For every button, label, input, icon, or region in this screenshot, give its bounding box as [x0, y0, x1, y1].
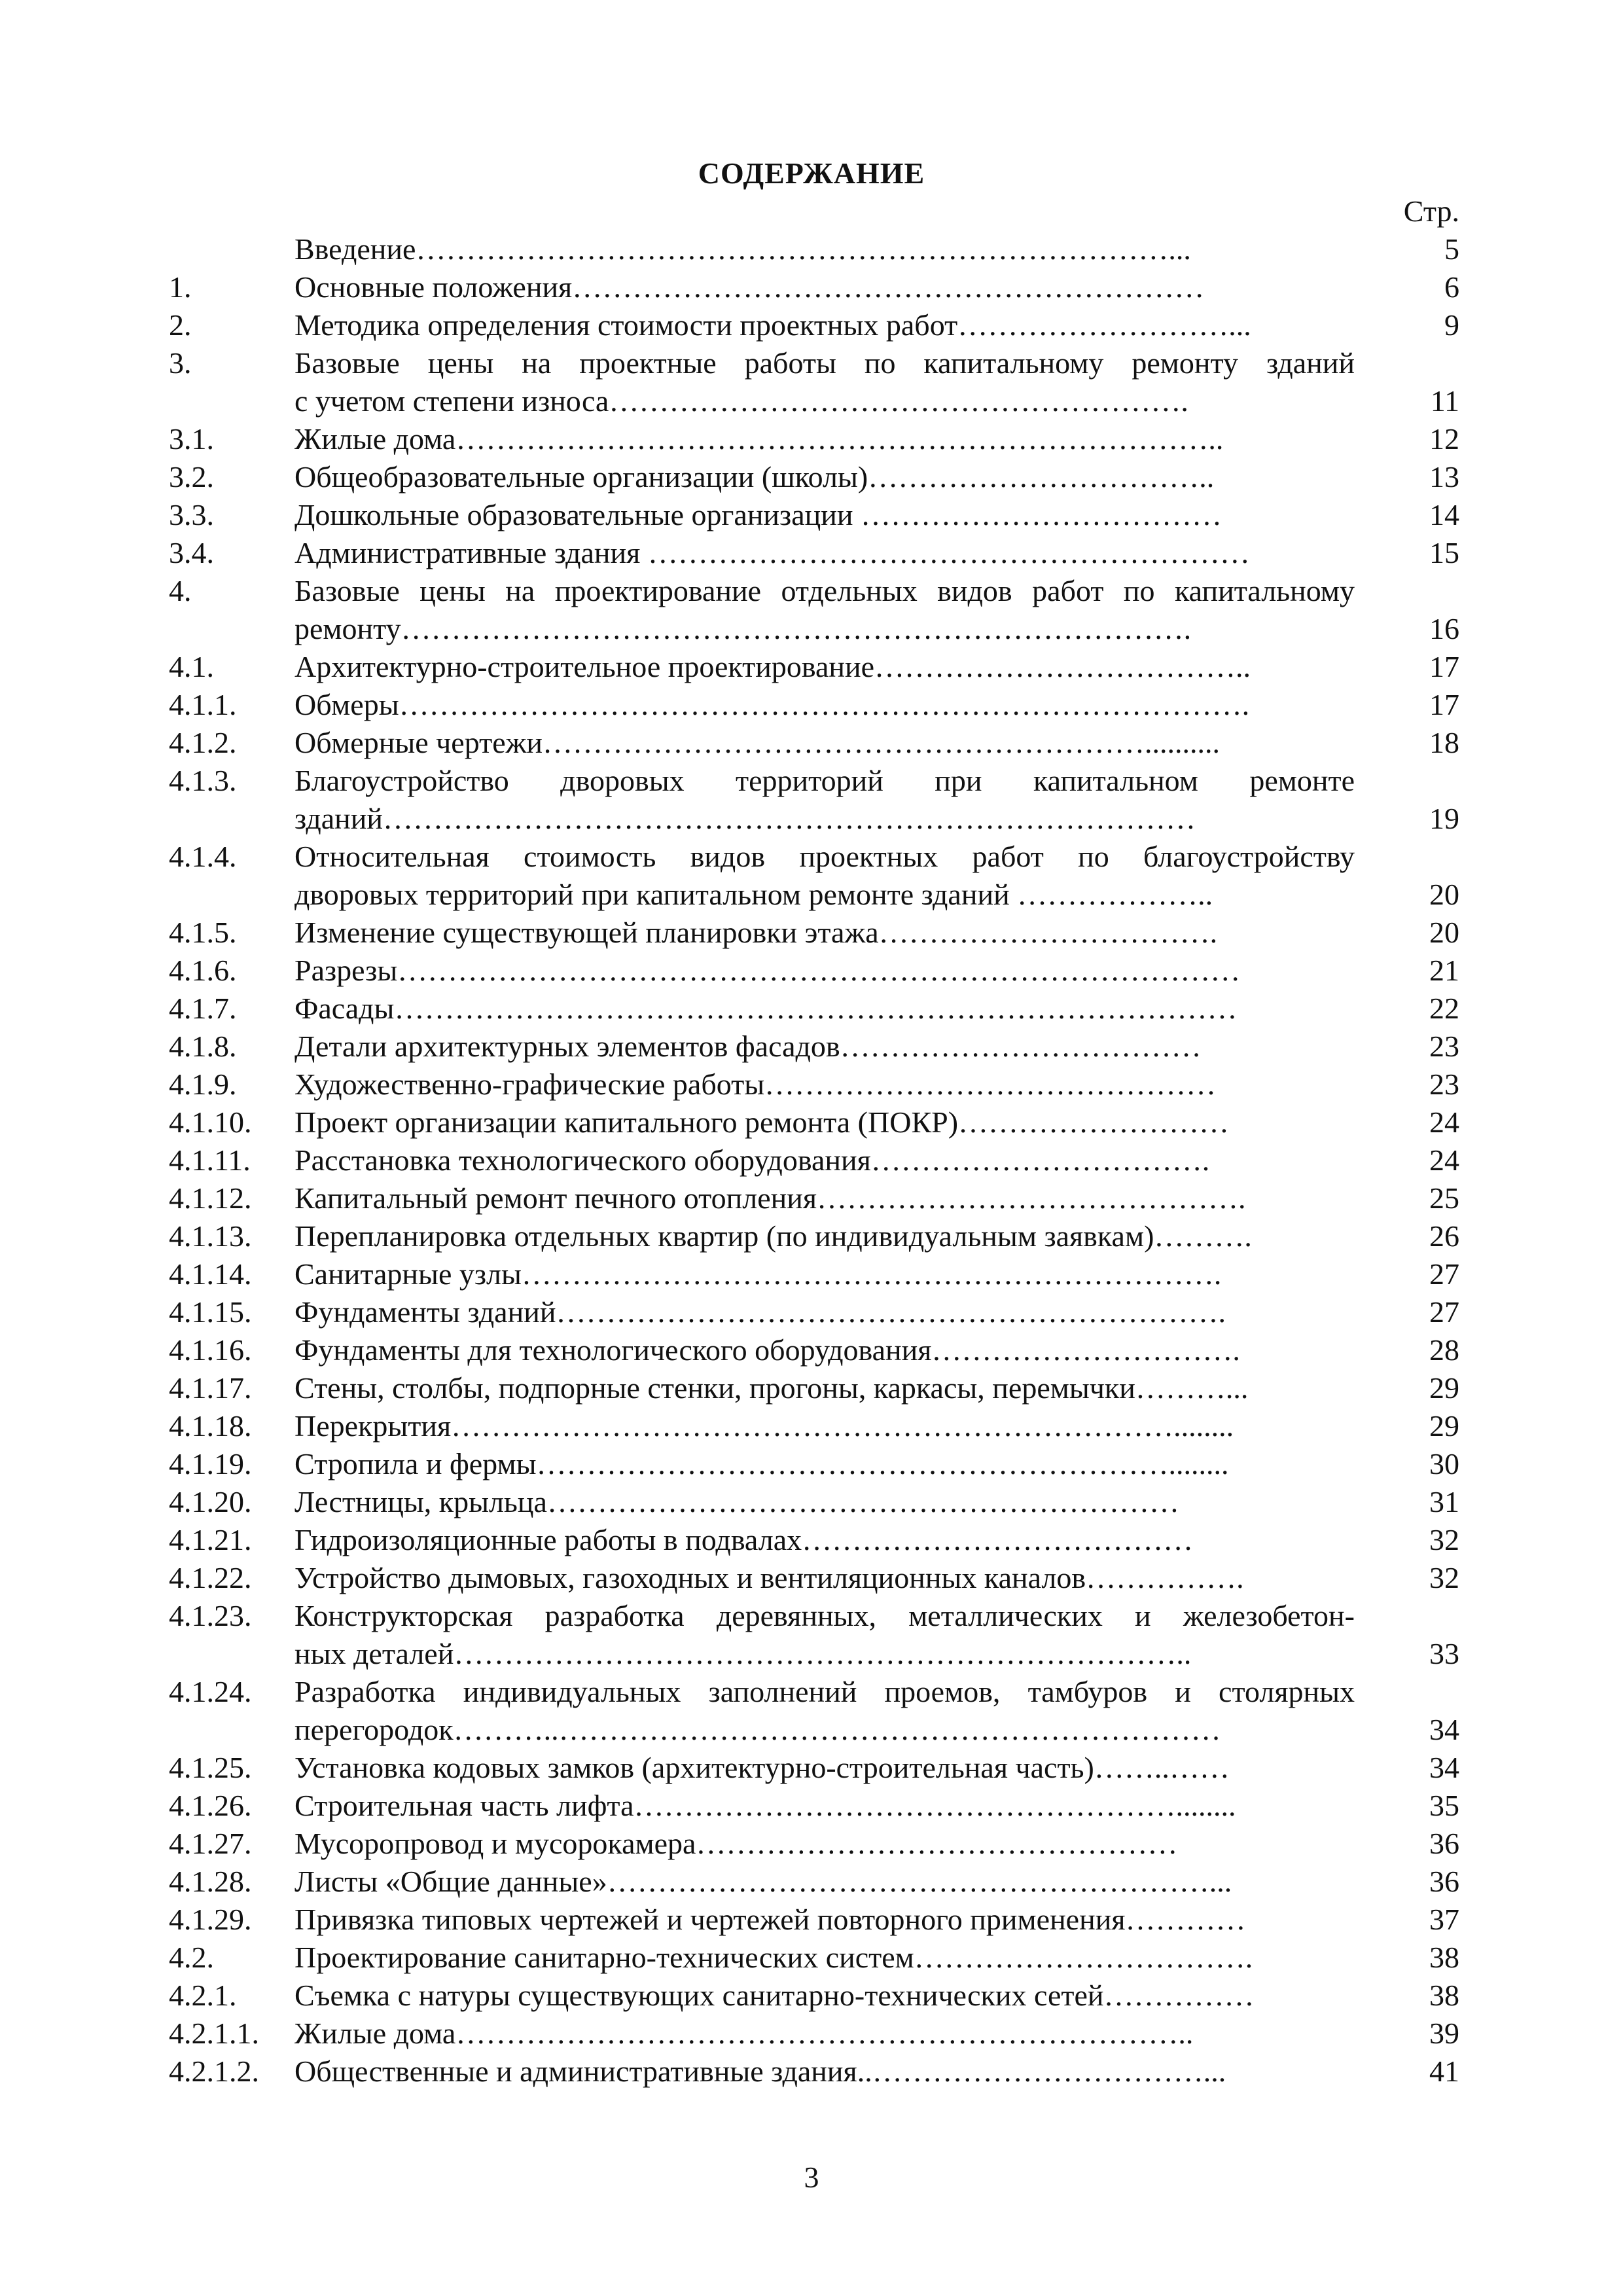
toc-entry-title	[294, 724, 1355, 762]
toc-entry-page: 15	[1429, 536, 1459, 569]
toc-entry-title-line: Разрезы…………………………………………………………………………	[294, 954, 1241, 987]
toc-entry-title-line: Базовые цены на проектирование отдельных видов работ по капитальному	[294, 574, 1355, 607]
toc-entry-number: 4.2.1.2.	[169, 2054, 259, 2088]
toc-entry	[0, 268, 1623, 306]
toc-entry-page: 30	[1429, 1447, 1459, 1480]
toc-entry-number: 3.1.	[169, 422, 214, 456]
toc-entry-title-line: Проектирование санитарно-технических систем…………………………….	[294, 1941, 1253, 1974]
toc-entry	[0, 306, 1623, 344]
toc-entry-number: 4.1.8.	[169, 1030, 237, 1063]
toc-entry	[0, 1901, 1623, 1939]
toc-entry-title-line: Детали архитектурных элементов фасадов………………………………	[294, 1030, 1202, 1063]
toc-entry	[0, 2015, 1623, 2053]
toc-entry-page: 23	[1429, 1067, 1459, 1101]
toc-entry-page: 9	[1444, 308, 1459, 342]
toc-entry-title	[294, 1331, 1355, 1369]
toc-entry-title-line: Относительная стоимость видов проектных работ по благоустройству	[294, 840, 1355, 873]
toc-entry	[0, 1369, 1623, 1407]
toc-entry-title	[294, 762, 1355, 838]
toc-entry-page: 27	[1429, 1295, 1459, 1329]
toc-entry	[0, 2053, 1623, 2090]
toc-entry	[0, 1939, 1623, 1977]
toc-entry-title	[294, 2053, 1355, 2090]
toc-entry-number: 4.1.18.	[169, 1409, 252, 1443]
toc-entry	[0, 420, 1623, 458]
toc-entry-title-line: Привязка типовых чертежей и чертежей повторного применения…………	[294, 1903, 1246, 1936]
toc-entry-title	[294, 1559, 1355, 1597]
toc-entry-title	[294, 1103, 1355, 1141]
toc-entry-page: 22	[1429, 992, 1459, 1025]
toc-entry-number: 4.1.25.	[169, 1751, 252, 1784]
toc-entry-page: 6	[1444, 270, 1459, 304]
toc-entry-title-line: Введение…………………………………………………………………...	[294, 232, 1191, 266]
toc-entry-title	[294, 1066, 1355, 1103]
toc-entry-number: 4.1.11.	[169, 1143, 251, 1177]
toc-entry	[0, 572, 1623, 648]
toc-entry-page: 25	[1429, 1181, 1459, 1215]
toc-entry	[0, 1293, 1623, 1331]
toc-entry-page: 32	[1429, 1523, 1459, 1556]
toc-entry	[0, 1255, 1623, 1293]
toc-entry-number: 3.4.	[169, 536, 214, 569]
toc-entry-title-line: перегородок………..…………………………………………………………	[294, 1713, 1221, 1746]
toc-entry-title-line: Проект организации капитального ремонта (ПОКР)………………………	[294, 1105, 1230, 1139]
toc-entry	[0, 838, 1623, 914]
toc-entry-page: 20	[1429, 878, 1459, 911]
toc-entry-number: 4.1.24.	[169, 1675, 252, 1708]
toc-entry-title-line: с учетом степени износа………………………………………………….	[294, 384, 1188, 418]
toc-entry-title	[294, 838, 1355, 914]
toc-entry-page: 36	[1429, 1827, 1459, 1860]
toc-entry-title-line: Базовые цены на проектные работы по капитальному ремонту зданий	[294, 346, 1355, 380]
toc-entry-title	[294, 1825, 1355, 1863]
toc-entry	[0, 1028, 1623, 1066]
toc-entry	[0, 344, 1623, 420]
toc-entry-title-line: Благоустройство дворовых территорий при капитальном ремонте	[294, 764, 1355, 797]
toc-entry-title-line: Методика определения стоимости проектных работ………………………...	[294, 308, 1251, 342]
toc-entry-number: 4.1.10.	[169, 1105, 252, 1139]
toc-entry-title	[294, 990, 1355, 1028]
toc-entry-title-line: Установка кодовых замков (архитектурно-строительная часть)……..……	[294, 1751, 1230, 1784]
toc-entry-page: 17	[1429, 650, 1459, 683]
toc-entry-title	[294, 344, 1355, 420]
page-number: 3	[804, 2161, 819, 2194]
toc-entry-number: 4.1.15.	[169, 1295, 252, 1329]
toc-entry-page: 14	[1429, 498, 1459, 531]
toc-entry-title-line: Разработка индивидуальных заполнений проемов, тамбуров и столярных	[294, 1675, 1355, 1708]
toc-entry-number: 3.3.	[169, 498, 214, 531]
toc-entry-title-line: Общественные и административные здания..……………………………...	[294, 2054, 1226, 2088]
toc-entry-page: 23	[1429, 1030, 1459, 1063]
toc-entry-title	[294, 1597, 1355, 1673]
toc-entry-title	[294, 268, 1355, 306]
toc-entry-number: 4.1.20.	[169, 1485, 252, 1518]
toc-entry-title-line: Конструкторская разработка деревянных, металлических и железобетон-	[294, 1599, 1355, 1632]
toc-entry-title-line: Перепланировка отдельных квартир (по индивидуальным заявкам)……….	[294, 1219, 1252, 1253]
toc-entry-page: 18	[1429, 726, 1459, 759]
toc-entry	[0, 1483, 1623, 1521]
toc-entry-title-line: Основные положения………………………………………………………	[294, 270, 1205, 304]
toc-entry-number: 4.1.19.	[169, 1447, 252, 1480]
toc-entry-title	[294, 496, 1355, 534]
toc-entry-title	[294, 1521, 1355, 1559]
toc-entry	[0, 496, 1623, 534]
toc-entry-page: 29	[1429, 1409, 1459, 1443]
toc-entry-title	[294, 1179, 1355, 1217]
toc-entry	[0, 1559, 1623, 1597]
toc-entry-page: 33	[1429, 1637, 1459, 1670]
toc-entry-title	[294, 686, 1355, 724]
toc-entry-title	[294, 1293, 1355, 1331]
toc-entry	[0, 458, 1623, 496]
toc-entry	[0, 686, 1623, 724]
toc-entry-title	[294, 1445, 1355, 1483]
toc-entry-number: 4.1.28.	[169, 1865, 252, 1898]
toc-entry	[0, 1103, 1623, 1141]
toc-entry-page: 31	[1429, 1485, 1459, 1518]
toc-entry-title	[294, 1369, 1355, 1407]
toc-entry-number: 3.2.	[169, 460, 214, 493]
toc-entry-title-line: Санитарные узлы…………………………………………………………….	[294, 1257, 1222, 1291]
toc-entry-title-line: зданий………………………………………………………………………	[294, 802, 1196, 835]
toc-entry-title	[294, 1217, 1355, 1255]
toc-entry-number: 4.1.12.	[169, 1181, 252, 1215]
toc-entry-title-line: Капитальный ремонт печного отопления…………………………………….	[294, 1181, 1246, 1215]
page-column-header: Стр.	[1403, 194, 1459, 228]
toc-entry-page: 5	[1444, 232, 1459, 266]
toc-entry-title-line: ремонту…………………………………………………………………….	[294, 612, 1192, 645]
toc-entry-title	[294, 1787, 1355, 1825]
toc-entry-number: 4.2.1.1.	[169, 2017, 259, 2050]
toc-entry-page: 24	[1429, 1105, 1459, 1139]
toc-entry-title-line: Жилые дома………………………………………………………………..	[294, 2017, 1194, 2050]
toc-entry	[0, 648, 1623, 686]
toc-entry-title	[294, 306, 1355, 344]
toc-entry-page: 38	[1429, 1941, 1459, 1974]
toc-entry-page: 37	[1429, 1903, 1459, 1936]
toc-entry	[0, 1179, 1623, 1217]
toc-entry-title	[294, 572, 1355, 648]
toc-entry-title	[294, 1901, 1355, 1939]
toc-entry	[0, 1749, 1623, 1787]
toc-entry	[0, 990, 1623, 1028]
toc-entry-page: 26	[1429, 1219, 1459, 1253]
toc-entry-title-line: Фундаменты для технологического оборудования………………………….	[294, 1333, 1240, 1367]
toc-entry-page: 11	[1430, 384, 1459, 418]
toc-entry-title	[294, 952, 1355, 990]
toc-entry-page: 27	[1429, 1257, 1459, 1291]
toc-entry-number: 4.1.4.	[169, 840, 237, 873]
toc-entry-title-line: Жилые дома…………………………………………………………………..	[294, 422, 1224, 456]
toc-entry-title-line: Гидроизоляционные работы в подвалах…………………………………	[294, 1523, 1194, 1556]
toc-entry-title-line: Устройство дымовых, газоходных и вентиляционных каналов…………….	[294, 1561, 1244, 1594]
toc-entry	[0, 1673, 1623, 1749]
toc-entry	[0, 1331, 1623, 1369]
toc-entry-number: 4.1.22.	[169, 1561, 252, 1594]
toc-entry-number: 1.	[169, 270, 192, 304]
toc-entry-title-line: дворовых территорий при капитальном ремонте зданий ………………..	[294, 878, 1213, 911]
toc-entry-title-line: Строительная часть лифта………………………………………………........	[294, 1789, 1236, 1822]
toc-entry-number: 4.1.3.	[169, 764, 237, 797]
toc-entry-page: 13	[1429, 460, 1459, 493]
toc-entry-number: 4.1.6.	[169, 954, 237, 987]
toc-entry	[0, 230, 1623, 268]
toc-entry-title-line: Обмеры………………………………………………………………………….	[294, 688, 1250, 721]
toc-entry-number: 2.	[169, 308, 192, 342]
toc-entry	[0, 1521, 1623, 1559]
toc-entry-title-line: Изменение существующей планировки этажа…………………………….	[294, 916, 1218, 949]
toc-entry-title-line: Обмерные чертежи……………………………………………………..........	[294, 726, 1221, 759]
toc-entry-title	[294, 1863, 1355, 1901]
toc-entry	[0, 1597, 1623, 1673]
toc-entry-page: 34	[1429, 1751, 1459, 1784]
toc-entry-number: 4.1.9.	[169, 1067, 237, 1101]
toc-entry-page: 12	[1429, 422, 1459, 456]
toc-entry-page: 20	[1429, 916, 1459, 949]
toc-entry	[0, 762, 1623, 838]
toc-entry-number: 4.1.27.	[169, 1827, 252, 1860]
toc-entry	[0, 1445, 1623, 1483]
toc-entry-title-line: Мусоропровод и мусорокамера…………………………………………	[294, 1827, 1178, 1860]
toc-entry-number: 4.1.2.	[169, 726, 237, 759]
toc-entry-page: 32	[1429, 1561, 1459, 1594]
toc-entry-page: 17	[1429, 688, 1459, 721]
toc-entry-title	[294, 1141, 1355, 1179]
toc-entry-title	[294, 1255, 1355, 1293]
toc-entry	[0, 1141, 1623, 1179]
toc-entry-title-line: ных деталей………………………………………………………………..	[294, 1637, 1192, 1670]
toc-entry-number: 4.1.17.	[169, 1371, 252, 1405]
toc-entry	[0, 914, 1623, 952]
toc-entry-page: 34	[1429, 1713, 1459, 1746]
toc-entry-title	[294, 1749, 1355, 1787]
toc-entry	[0, 1217, 1623, 1255]
toc-entry-number: 4.1.13.	[169, 1219, 252, 1253]
toc-entry-page: 38	[1429, 1979, 1459, 2012]
toc-entry	[0, 1863, 1623, 1901]
toc-entry-title-line: Съемка с натуры существующих санитарно-технических сетей……………	[294, 1979, 1255, 2012]
toc-entry-number: 4.1.16.	[169, 1333, 252, 1367]
toc-entry-title-line: Стропила и фермы………………………………………………………........	[294, 1447, 1229, 1480]
page-title: СОДЕРЖАНИЕ	[698, 156, 925, 190]
toc-entry-number: 4.2.	[169, 1941, 214, 1974]
toc-entry-title	[294, 1028, 1355, 1066]
toc-entry	[0, 534, 1623, 572]
toc-entry-title-line: Архитектурно-строительное проектирование………………………………..	[294, 650, 1251, 683]
toc-entry-title-line: Художественно-графические работы………………………………………	[294, 1067, 1217, 1101]
toc-entry-title	[294, 534, 1355, 572]
toc-entry-title-line: Фасады…………………………………………………………………………	[294, 992, 1238, 1025]
toc-entry-title-line: Листы «Общие данные»……………………………………………………...	[294, 1865, 1232, 1898]
toc-entry-page: 36	[1429, 1865, 1459, 1898]
toc-entry-title-line: Административные здания ……………………………………………………	[294, 536, 1250, 569]
toc-entry	[0, 1407, 1623, 1445]
toc-entry-number: 4.1.14.	[169, 1257, 252, 1291]
toc-entry-title	[294, 914, 1355, 952]
toc-entry-page: 35	[1429, 1789, 1459, 1822]
toc-entry	[0, 1977, 1623, 2015]
toc-entry-title	[294, 1483, 1355, 1521]
toc-entry	[0, 1787, 1623, 1825]
toc-entry-number: 4.1.7.	[169, 992, 237, 1025]
toc-entry-title	[294, 648, 1355, 686]
toc-entry-title-line: Расстановка технологического оборудования…………………………….	[294, 1143, 1210, 1177]
toc-entry-title	[294, 458, 1355, 496]
toc-entry-title	[294, 2015, 1355, 2053]
toc-entry-number: 4.1.21.	[169, 1523, 252, 1556]
toc-entry-title	[294, 1977, 1355, 2015]
toc-entry	[0, 952, 1623, 990]
toc-entry-page: 41	[1429, 2054, 1459, 2088]
toc-entry-title	[294, 1939, 1355, 1977]
toc-entry-title	[294, 1407, 1355, 1445]
toc-entry-number: 4.1.26.	[169, 1789, 252, 1822]
toc-entry-number: 4.2.1.	[169, 1979, 237, 2012]
toc-entry-number: 4.1.29.	[169, 1903, 252, 1936]
toc-entry-title-line: Общеобразовательные организации (школы)……………………………..	[294, 460, 1215, 493]
toc-entry-title	[294, 420, 1355, 458]
toc-entry-page: 16	[1429, 612, 1459, 645]
toc-entry-title	[294, 1673, 1355, 1749]
toc-entry-number: 4.1.5.	[169, 916, 237, 949]
toc-entry-title-line: Дошкольные образовательные организации ………………………………	[294, 498, 1222, 531]
toc-entry-number: 4.	[169, 574, 192, 607]
toc-entry-number: 4.1.23.	[169, 1599, 252, 1632]
toc-entry-title	[294, 230, 1355, 268]
toc-entry-page: 21	[1429, 954, 1459, 987]
toc-entry-number: 3.	[169, 346, 192, 380]
toc-entry-number: 4.1.	[169, 650, 214, 683]
toc-entry-title-line: Стены, столбы, подпорные стенки, прогоны, каркасы, перемычки………...	[294, 1371, 1249, 1405]
toc-entry-page: 19	[1429, 802, 1459, 835]
toc-entry-title-line: Перекрытия………………………………………………………………........	[294, 1409, 1234, 1443]
toc-entry	[0, 1825, 1623, 1863]
toc-entry-page: 29	[1429, 1371, 1459, 1405]
toc-entry-page: 39	[1429, 2017, 1459, 2050]
toc-entry-page: 28	[1429, 1333, 1459, 1367]
toc-entry-title-line: Фундаменты зданий………………………………………………………….	[294, 1295, 1226, 1329]
toc-entry	[0, 724, 1623, 762]
toc-entry-number: 4.1.1.	[169, 688, 237, 721]
toc-entry	[0, 1066, 1623, 1103]
toc-entry-page: 24	[1429, 1143, 1459, 1177]
toc-entry-title-line: Лестницы, крыльца………………………………………………………	[294, 1485, 1179, 1518]
